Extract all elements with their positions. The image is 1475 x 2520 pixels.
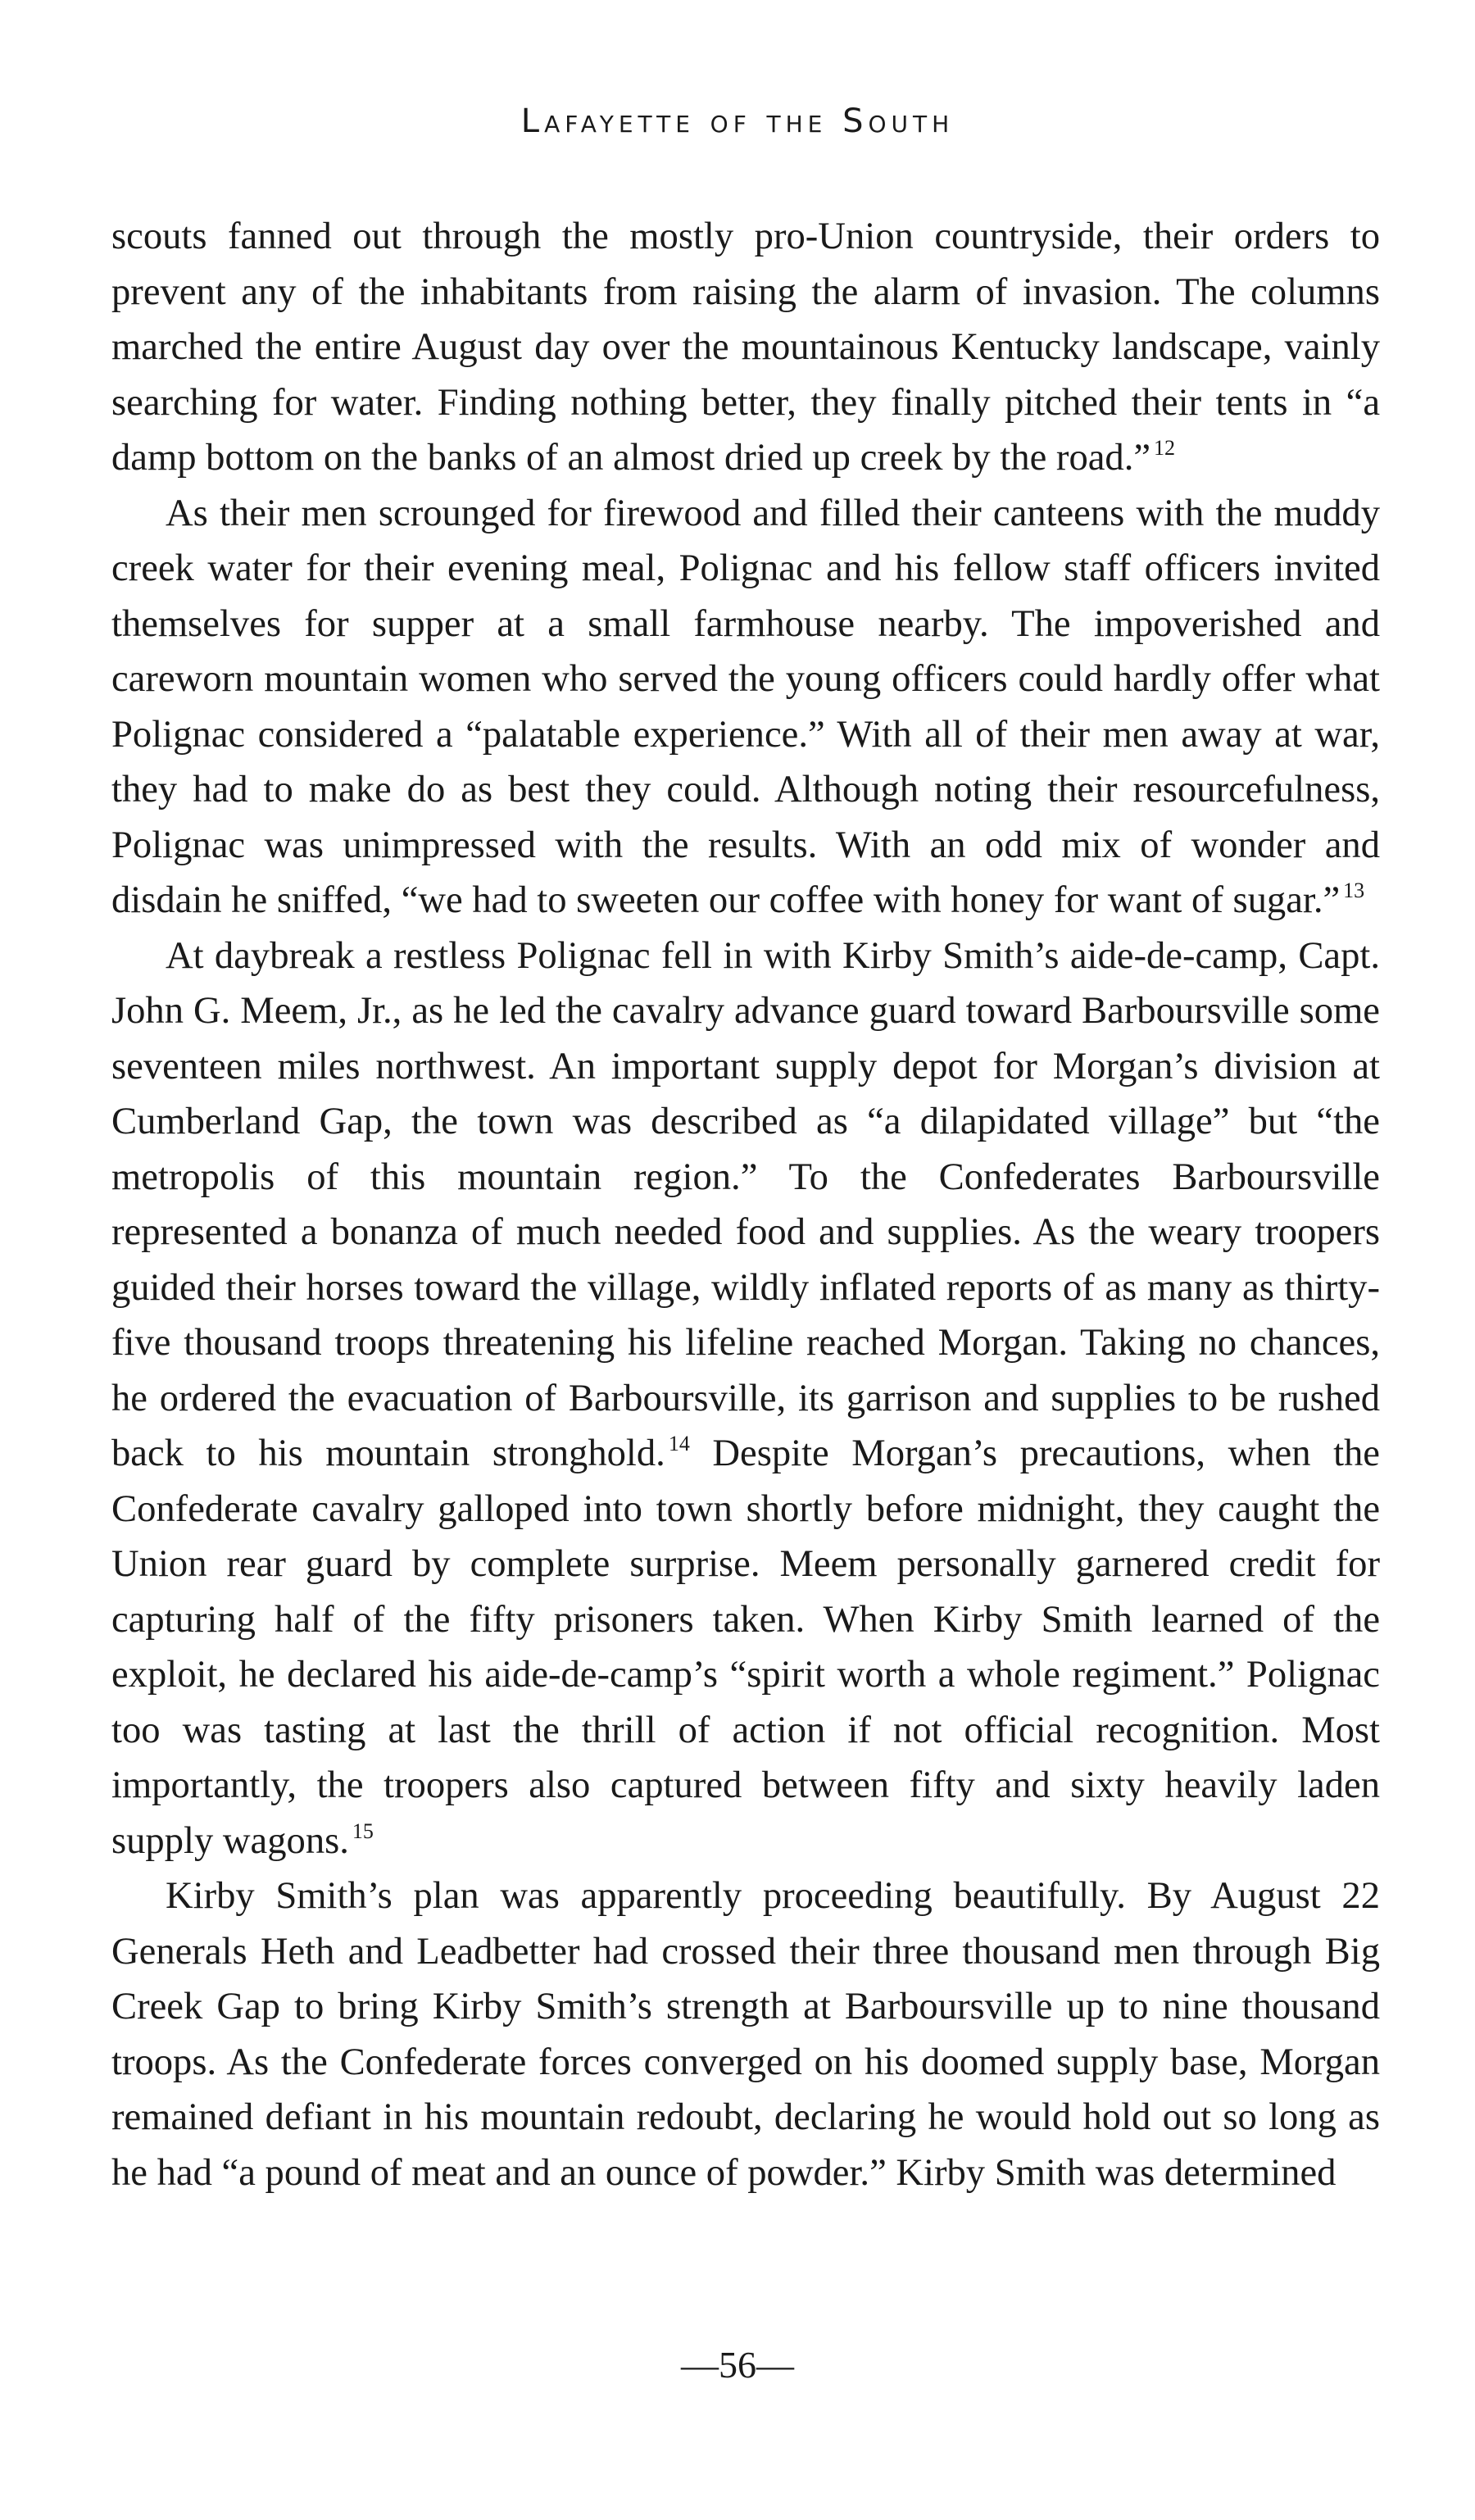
text-run: At daybreak a restless Polignac fell in with Kirby Smith’s aide-de-camp, Capt. John G. Meem, Jr., as he led the cavalry advance guard toward Barboursville some seventeen miles northwest. An important supply depot for Morgan’s division at Cumberland Gap, the town was described as “a dilapidated village” but “the metropolis of this mountain region.” To the Confederates Barboursville represented a bonanza of much needed food and supplies. As the weary troopers guided their horses toward the village, wildly inflated reports of as many as thirty-five thousand troops threatening his lifeline reached Morgan. Taking no chances, he ordered the evacuation of Barboursville, its garrison and supplies to be rushed back to his mountain stronghold. [111,933,1380,1474]
footnote-ref-14: 14 [668,1432,690,1455]
footnote-ref-15: 15 [352,1818,374,1843]
text-run: Despite Morgan’s precautions, when the Confederate cavalry galloped into town shortly before midnight, they caught the Union rear guard by complete surprise. Meem personally garnered credit for capturing half of the fifty prisoners taken. When Kirby Smith learned of the exploit, he declared his aide-de-camp’s “spirit worth a whole regiment.” Polignac too was tasting at last the thrill of action if not official recognition. Most importantly, the troopers also captured between fifty and sixty heavily laden supply wagons. [111,1432,1380,1862]
text-run: As their men scrounged for firewood and filled their canteens with the muddy creek water for their evening meal, Polignac and his fellow staff officers invited themselves for supper at a small farmhouse nearby. The impoverished and careworn mountain women who served the young officers could hardly offer what Polignac considered a “palatable experience.” With all of their men away at war, they had to make do as best they could. Although noting their resourcefulness, Polignac was unimpressed with the results. With an odd mix of wonder and disdain he sniffed, “we had to sweeten our coffee with honey for want of sugar.” [111,491,1380,921]
paragraph-1 [111,209,1380,486]
paragraph-2 [111,486,1380,929]
page-number: —56— [681,2344,794,2386]
running-head: Lafayette of the South [520,102,955,140]
footnote-ref-13: 13 [1343,879,1365,902]
footnote-ref-12: 12 [1154,436,1176,460]
text-run: Kirby Smith’s plan was apparently proceeding beautifully. By August 22 Generals Heth and Leadbetter had crossed their three thousand men through Big Creek Gap to bring Kirby Smith’s strength at Barboursville up to nine thousand troops. As the Confederate forces converged on his doomed supply base, Morgan remained defiant in his mountain redoubt, declaring he would hold out so long as he had “a pound of meat and an ounce of powder.” Kirby Smith was determined [111,1874,1380,2194]
paragraph-3 [111,929,1380,1869]
paragraph-4 [111,1868,1380,2200]
body-text [111,209,1380,2200]
text-run: scouts fanned out through the mostly pro-Union countryside, their orders to prevent any of the inhabitants from raising the alarm of invasion. The columns marched the entire August day over the mountainous Kentucky landscape, vainly searching for water. Finding nothing better, they finally pitched their tents in “a damp bottom on the banks of an almost dried up creek by the road.” [111,215,1380,479]
